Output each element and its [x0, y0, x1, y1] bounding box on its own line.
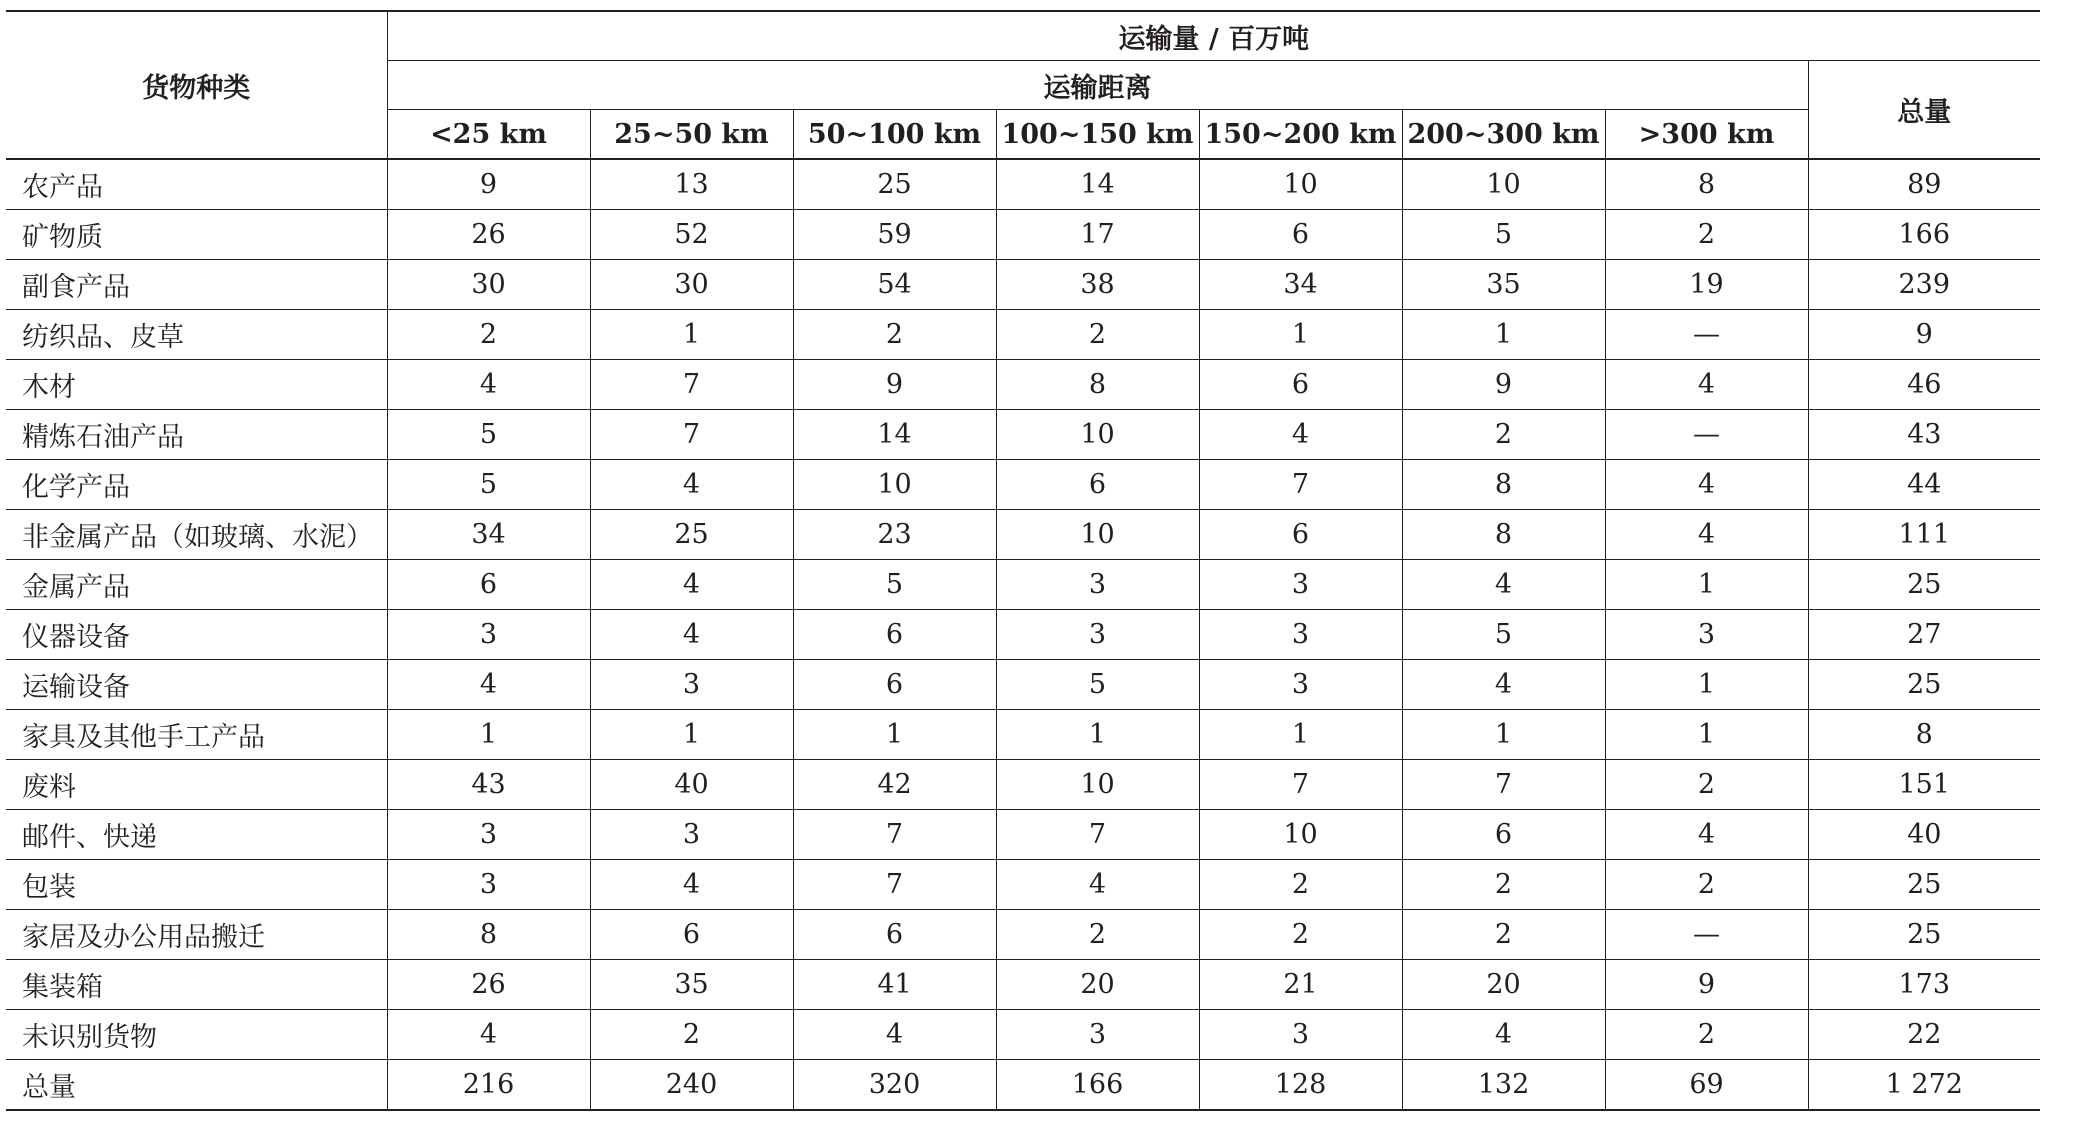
volume-cell: 1 — [1605, 660, 1808, 710]
volume-cell: 1 — [1605, 560, 1808, 610]
volume-cell: 2 — [1199, 910, 1402, 960]
volume-cell: 35 — [1402, 260, 1605, 310]
volume-cell: 1 — [1199, 710, 1402, 760]
volume-cell: 69 — [1605, 1060, 1808, 1111]
distance-band-header: >300 km — [1605, 110, 1808, 160]
volume-cell: 1 — [1605, 710, 1808, 760]
volume-cell: 6 — [996, 460, 1199, 510]
volume-cell: 1 — [793, 710, 996, 760]
cargo-category-cell: 矿物质 — [6, 210, 387, 260]
volume-cell: 9 — [1402, 360, 1605, 410]
volume-cell: 4 — [1199, 410, 1402, 460]
cargo-category-cell: 农产品 — [6, 159, 387, 210]
distance-band-header: 150~200 km — [1199, 110, 1402, 160]
volume-cell: 10 — [1199, 810, 1402, 860]
volume-cell: 7 — [1199, 460, 1402, 510]
volume-cell: 10 — [1402, 159, 1605, 210]
distance-band-header: 50~100 km — [793, 110, 996, 160]
volume-cell: 19 — [1605, 260, 1808, 310]
row-total-cell: 22 — [1808, 1010, 2040, 1060]
table-row — [6, 810, 2040, 860]
volume-cell: 8 — [1402, 460, 1605, 510]
volume-cell: 9 — [387, 159, 590, 210]
table-row — [6, 910, 2040, 960]
volume-cell: 2 — [1402, 410, 1605, 460]
cargo-category-cell: 家具及其他手工产品 — [6, 710, 387, 760]
volume-cell: 2 — [590, 1010, 793, 1060]
volume-cell: 4 — [590, 860, 793, 910]
volume-cell: 4 — [1605, 810, 1808, 860]
volume-cell: 3 — [590, 660, 793, 710]
category-header: 货物种类 — [6, 11, 387, 159]
volume-cell: 6 — [793, 610, 996, 660]
volume-cell: 3 — [1199, 610, 1402, 660]
total-row-label: 总量 — [6, 1060, 387, 1111]
volume-cell: 10 — [793, 460, 996, 510]
row-total-cell: 239 — [1808, 260, 2040, 310]
volume-cell: — — [1605, 410, 1808, 460]
volume-cell: 4 — [1605, 460, 1808, 510]
volume-cell: 3 — [1605, 610, 1808, 660]
distance-header: 运输距离 — [387, 61, 1808, 110]
volume-cell: 40 — [590, 760, 793, 810]
row-total-cell: 43 — [1808, 410, 2040, 460]
header-row-volume — [6, 11, 2040, 61]
cargo-category-cell: 木材 — [6, 360, 387, 410]
volume-cell: 3 — [996, 1010, 1199, 1060]
volume-cell: 2 — [387, 310, 590, 360]
volume-cell: 320 — [793, 1060, 996, 1111]
volume-cell: 1 — [387, 710, 590, 760]
volume-cell: 30 — [387, 260, 590, 310]
cargo-category-cell: 运输设备 — [6, 660, 387, 710]
table-row — [6, 760, 2040, 810]
row-total-cell: 111 — [1808, 510, 2040, 560]
volume-cell: 21 — [1199, 960, 1402, 1010]
cargo-category-cell: 集装箱 — [6, 960, 387, 1010]
volume-cell: 4 — [1605, 510, 1808, 560]
volume-cell: 5 — [1402, 210, 1605, 260]
volume-cell: 6 — [387, 560, 590, 610]
row-total-cell: 89 — [1808, 159, 2040, 210]
volume-cell: 5 — [996, 660, 1199, 710]
volume-cell: 3 — [1199, 660, 1402, 710]
volume-cell: 5 — [793, 560, 996, 610]
volume-cell: 6 — [1199, 210, 1402, 260]
volume-cell: 3 — [996, 560, 1199, 610]
volume-cell: 4 — [590, 560, 793, 610]
volume-cell: 7 — [590, 410, 793, 460]
volume-cell: 2 — [1402, 910, 1605, 960]
volume-cell: 166 — [996, 1060, 1199, 1111]
volume-cell: 240 — [590, 1060, 793, 1111]
cargo-category-cell: 化学产品 — [6, 460, 387, 510]
volume-cell: 23 — [793, 510, 996, 560]
volume-cell: 216 — [387, 1060, 590, 1111]
cargo-category-cell: 纺织品、皮草 — [6, 310, 387, 360]
volume-cell: 4 — [793, 1010, 996, 1060]
volume-cell: 25 — [590, 510, 793, 560]
volume-cell: 3 — [996, 610, 1199, 660]
volume-cell: 128 — [1199, 1060, 1402, 1111]
table-row — [6, 360, 2040, 410]
cargo-category-cell: 邮件、快递 — [6, 810, 387, 860]
volume-cell: 14 — [793, 410, 996, 460]
volume-cell: 2 — [996, 910, 1199, 960]
table-row — [6, 660, 2040, 710]
table-row — [6, 410, 2040, 460]
row-total-cell: 9 — [1808, 310, 2040, 360]
table-row — [6, 1010, 2040, 1060]
volume-cell: 1 — [1199, 310, 1402, 360]
volume-cell: 26 — [387, 960, 590, 1010]
volume-cell: 6 — [590, 910, 793, 960]
volume-cell: 9 — [793, 360, 996, 410]
volume-cell: 5 — [387, 410, 590, 460]
table-row — [6, 960, 2040, 1010]
volume-cell: 20 — [996, 960, 1199, 1010]
volume-cell: 2 — [1605, 1010, 1808, 1060]
volume-cell: 132 — [1402, 1060, 1605, 1111]
row-total-cell: 8 — [1808, 710, 2040, 760]
table-row — [6, 460, 2040, 510]
volume-cell: 1 — [1402, 310, 1605, 360]
table-row — [6, 860, 2040, 910]
volume-cell: 7 — [996, 810, 1199, 860]
volume-cell: 1 — [1402, 710, 1605, 760]
volume-cell: 3 — [387, 610, 590, 660]
row-total-cell: 46 — [1808, 360, 2040, 410]
volume-cell: 20 — [1402, 960, 1605, 1010]
volume-cell: 2 — [1605, 860, 1808, 910]
volume-cell: 26 — [387, 210, 590, 260]
row-total-cell: 25 — [1808, 560, 2040, 610]
row-total-cell: 1 272 — [1808, 1060, 2040, 1111]
volume-cell: — — [1605, 910, 1808, 960]
volume-cell: 4 — [1402, 1010, 1605, 1060]
volume-cell: 5 — [1402, 610, 1605, 660]
volume-cell: 6 — [793, 660, 996, 710]
volume-cell: 4 — [590, 460, 793, 510]
volume-cell: 59 — [793, 210, 996, 260]
volume-cell: 2 — [1605, 760, 1808, 810]
freight-volume-table — [6, 10, 2040, 1111]
volume-cell: 1 — [590, 710, 793, 760]
volume-cell: 6 — [793, 910, 996, 960]
cargo-category-cell: 精炼石油产品 — [6, 410, 387, 460]
volume-cell: 10 — [996, 410, 1199, 460]
table-row — [6, 560, 2040, 610]
volume-cell: 3 — [387, 810, 590, 860]
volume-cell: 4 — [1605, 360, 1808, 410]
volume-cell: 8 — [996, 360, 1199, 410]
cargo-category-cell: 副食产品 — [6, 260, 387, 310]
cargo-category-cell: 未识别货物 — [6, 1010, 387, 1060]
table-row — [6, 310, 2040, 360]
volume-cell: 7 — [793, 810, 996, 860]
cargo-category-cell: 非金属产品（如玻璃、水泥） — [6, 510, 387, 560]
row-total-cell: 40 — [1808, 810, 2040, 860]
row-total-cell: 27 — [1808, 610, 2040, 660]
volume-cell: 2 — [1605, 210, 1808, 260]
volume-cell: 4 — [590, 610, 793, 660]
volume-cell: 7 — [1199, 760, 1402, 810]
row-total-cell: 166 — [1808, 210, 2040, 260]
total-row — [6, 1060, 2040, 1111]
volume-cell: 17 — [996, 210, 1199, 260]
volume-cell: 52 — [590, 210, 793, 260]
row-total-cell: 25 — [1808, 660, 2040, 710]
distance-band-header: <25 km — [387, 110, 590, 160]
volume-cell: 2 — [793, 310, 996, 360]
volume-cell: 1 — [996, 710, 1199, 760]
volume-cell: 4 — [387, 360, 590, 410]
volume-cell: 6 — [1199, 510, 1402, 560]
volume-cell: 2 — [996, 310, 1199, 360]
table-body — [6, 159, 2040, 1110]
volume-cell: 8 — [1605, 159, 1808, 210]
volume-cell: 9 — [1605, 960, 1808, 1010]
volume-cell: 7 — [590, 360, 793, 410]
volume-cell: 3 — [1199, 1010, 1402, 1060]
cargo-category-cell: 废料 — [6, 760, 387, 810]
cargo-category-cell: 金属产品 — [6, 560, 387, 610]
table-header — [6, 11, 2040, 159]
volume-cell: 2 — [1402, 860, 1605, 910]
volume-unit-header: 运输量 / 百万吨 — [387, 11, 2040, 61]
table-row — [6, 710, 2040, 760]
distance-band-header: 100~150 km — [996, 110, 1199, 160]
table-row — [6, 510, 2040, 560]
volume-cell: 35 — [590, 960, 793, 1010]
volume-cell: 43 — [387, 760, 590, 810]
row-total-cell: 173 — [1808, 960, 2040, 1010]
volume-cell: 6 — [1199, 360, 1402, 410]
volume-cell: 54 — [793, 260, 996, 310]
row-total-cell: 151 — [1808, 760, 2040, 810]
total-header: 总量 — [1808, 61, 2040, 160]
volume-cell: 41 — [793, 960, 996, 1010]
table-row — [6, 260, 2040, 310]
volume-cell: 10 — [996, 510, 1199, 560]
volume-cell: 2 — [1199, 860, 1402, 910]
volume-cell: 3 — [387, 860, 590, 910]
volume-cell: 4 — [996, 860, 1199, 910]
cargo-category-cell: 家居及办公用品搬迁 — [6, 910, 387, 960]
volume-cell: 25 — [793, 159, 996, 210]
table-row — [6, 210, 2040, 260]
volume-cell: 3 — [590, 810, 793, 860]
volume-cell: 1 — [590, 310, 793, 360]
cargo-category-cell: 包装 — [6, 860, 387, 910]
volume-cell: 8 — [387, 910, 590, 960]
volume-cell: 10 — [996, 760, 1199, 810]
volume-cell: 5 — [387, 460, 590, 510]
distance-band-header: 25~50 km — [590, 110, 793, 160]
volume-cell: 4 — [1402, 560, 1605, 610]
volume-cell: 30 — [590, 260, 793, 310]
row-total-cell: 25 — [1808, 860, 2040, 910]
distance-band-header: 200~300 km — [1402, 110, 1605, 160]
volume-cell: 3 — [1199, 560, 1402, 610]
cargo-category-cell: 仪器设备 — [6, 610, 387, 660]
volume-cell: 8 — [1402, 510, 1605, 560]
volume-cell: 34 — [387, 510, 590, 560]
row-total-cell: 44 — [1808, 460, 2040, 510]
table-row — [6, 159, 2040, 210]
volume-cell: 34 — [1199, 260, 1402, 310]
volume-cell: 10 — [1199, 159, 1402, 210]
table-row — [6, 610, 2040, 660]
volume-cell: 7 — [1402, 760, 1605, 810]
volume-cell: 38 — [996, 260, 1199, 310]
row-total-cell: 25 — [1808, 910, 2040, 960]
volume-cell: 7 — [793, 860, 996, 910]
volume-cell: 6 — [1402, 810, 1605, 860]
volume-cell: 4 — [387, 660, 590, 710]
volume-cell: 4 — [387, 1010, 590, 1060]
volume-cell: — — [1605, 310, 1808, 360]
volume-cell: 14 — [996, 159, 1199, 210]
volume-cell: 42 — [793, 760, 996, 810]
volume-cell: 4 — [1402, 660, 1605, 710]
volume-cell: 13 — [590, 159, 793, 210]
